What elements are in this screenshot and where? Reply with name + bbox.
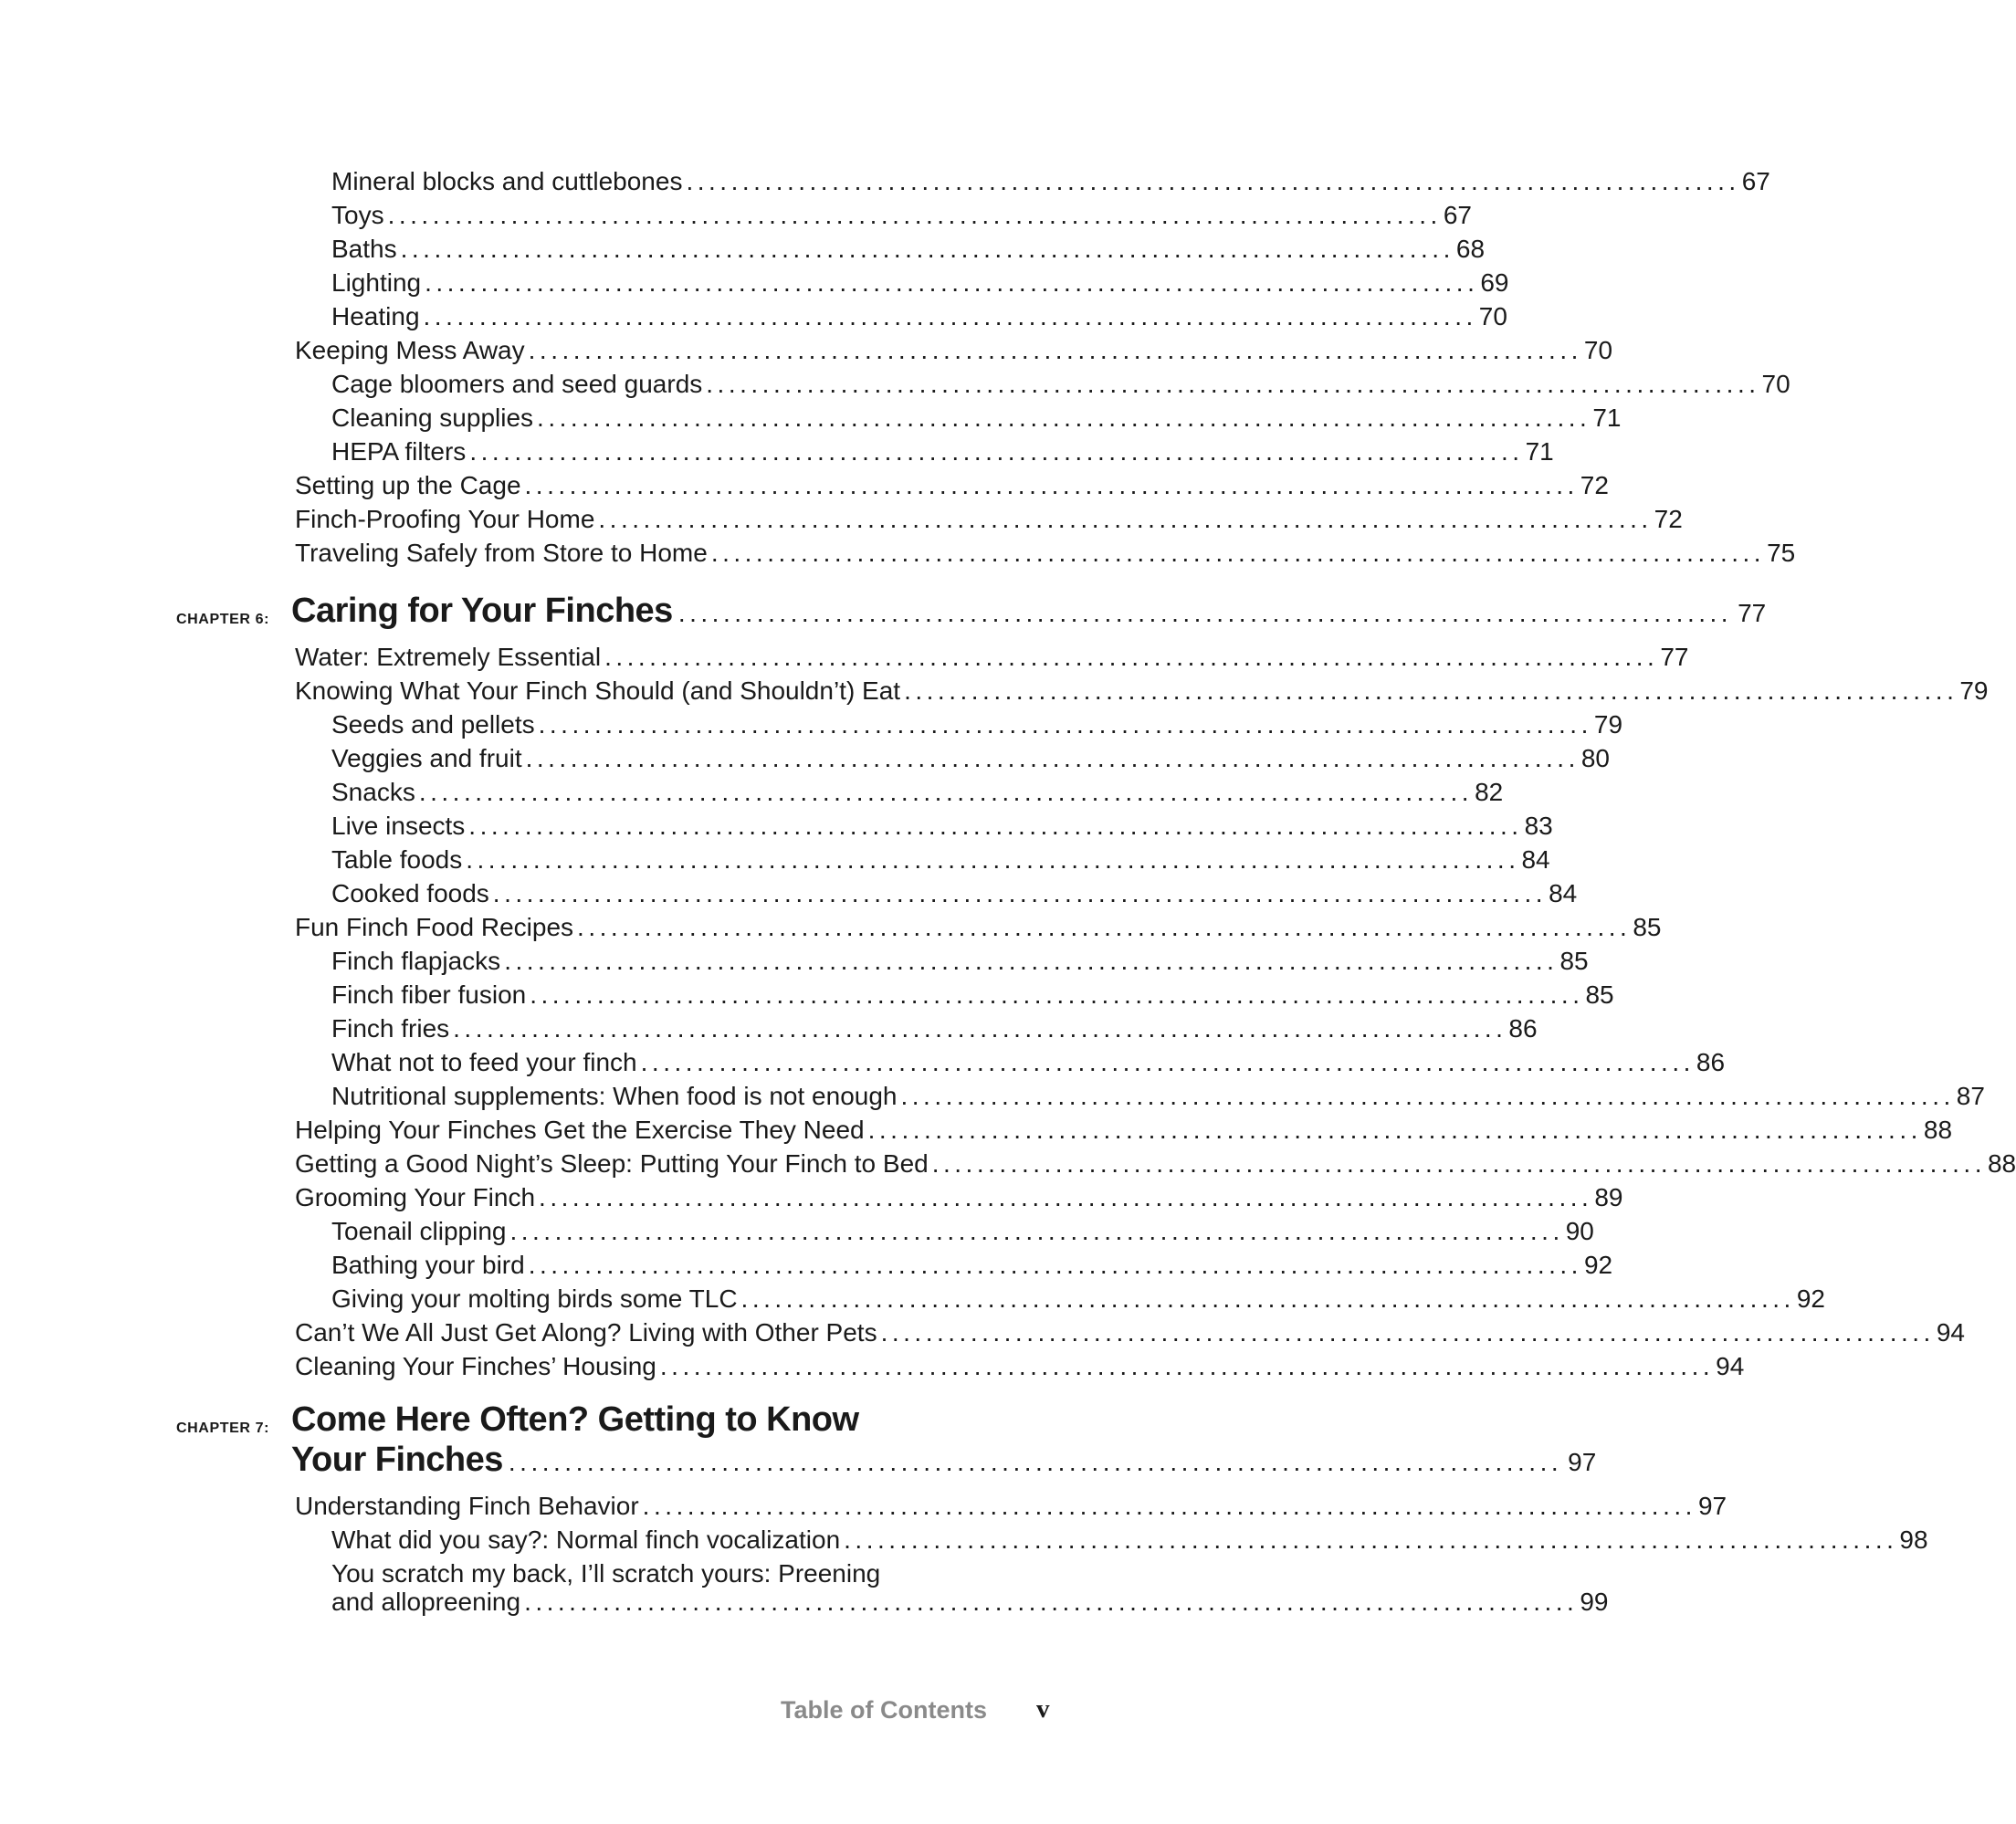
dot-leader: .............................................................................................. xyxy=(504,947,1559,975)
chapter-title-line2: Your Finches xyxy=(291,1441,503,1479)
toc-entry xyxy=(331,1012,1538,1045)
toc-entry xyxy=(295,1148,2016,1180)
dot-leader: .............................................................................................. xyxy=(577,913,1632,941)
dot-leader: .............................................................................................. xyxy=(710,539,1766,567)
toc-entry-title: Cleaning supplies xyxy=(331,404,534,432)
toc-entry-page: 85 xyxy=(1633,913,1662,941)
toc-entry-title: Baths xyxy=(331,235,397,263)
toc-entry xyxy=(331,1046,1726,1079)
dot-leader: .............................................................................................. xyxy=(640,1048,1695,1076)
chapter-label: CHAPTER 6: xyxy=(176,612,270,627)
toc-entry-page: 70 xyxy=(1478,302,1507,330)
toc-entry-page: 69 xyxy=(1480,268,1509,297)
toc-entry-page: 71 xyxy=(1525,437,1554,466)
toc-entry-page: 94 xyxy=(1716,1352,1745,1380)
toc-entry-title: What did you say?: Normal finch vocalization xyxy=(331,1525,841,1554)
toc-entry xyxy=(295,1114,1953,1147)
toc-entry-page: 67 xyxy=(1443,201,1472,229)
toc-entry xyxy=(295,469,1609,502)
toc-entry-title: Live insects xyxy=(331,812,466,840)
dot-leader: .............................................................................................. xyxy=(453,1014,1507,1043)
toc-entry xyxy=(331,233,1486,266)
toc-entry xyxy=(331,708,1623,741)
toc-entry-title: Finch fries xyxy=(331,1014,450,1043)
dot-leader: .............................................................................................. xyxy=(931,1149,1986,1178)
toc-entry-title: Cage bloomers and seed guards xyxy=(331,370,703,398)
dot-leader: .............................................................................................. xyxy=(686,167,1740,195)
dot-leader: .............................................................................................. xyxy=(539,1183,1593,1211)
toc-entry xyxy=(331,742,1611,775)
toc-entry-title: Toys xyxy=(331,201,384,229)
toc-entry-title: Fun Finch Food Recipes xyxy=(295,913,574,941)
dot-leader: .............................................................................................. xyxy=(525,744,1580,772)
toc-entry-page: 87 xyxy=(1956,1082,1985,1110)
toc-entry-page: 92 xyxy=(1583,1251,1613,1279)
toc-entry xyxy=(295,503,1683,536)
toc-entry xyxy=(295,641,1689,674)
toc-entry-title: Mineral blocks and cuttlebones xyxy=(331,167,683,195)
toc-entry xyxy=(295,911,1662,944)
toc-entry-page: 88 xyxy=(1987,1149,2016,1178)
toc-entry-page: 89 xyxy=(1594,1183,1623,1211)
dot-leader: .............................................................................................. xyxy=(509,1217,1564,1245)
toc-entry xyxy=(331,199,1472,232)
page-number: v xyxy=(1036,1694,1050,1724)
toc-entry-title: Water: Extremely Essential xyxy=(295,643,602,671)
toc-entry-title: Giving your molting birds some TLC xyxy=(331,1284,738,1313)
dot-leader: .............................................................................................. xyxy=(537,404,1591,432)
toc-entry-title: Grooming Your Finch xyxy=(295,1183,536,1211)
dot-leader: .............................................................................................. xyxy=(706,370,1760,398)
toc-entry-page: 80 xyxy=(1580,744,1611,772)
toc-entry xyxy=(295,537,1796,570)
toc-entry xyxy=(295,1316,1965,1349)
dot-leader: .............................................................................................. xyxy=(508,1448,1563,1476)
dot-leader: .............................................................................................. xyxy=(900,1082,1955,1110)
toc-entry-page: 67 xyxy=(1741,167,1770,195)
chapter-page: 77 xyxy=(1738,599,1767,627)
dot-leader: .............................................................................................. xyxy=(468,812,1523,840)
toc-entry-page: 82 xyxy=(1475,778,1504,806)
toc-entry-page: 98 xyxy=(1899,1525,1928,1554)
toc-entry-page: 70 xyxy=(1761,370,1790,398)
toc-entry-page: 86 xyxy=(1508,1014,1538,1043)
dot-leader: .............................................................................................. xyxy=(418,778,1474,806)
toc-entry xyxy=(295,675,1989,708)
toc-entry xyxy=(295,1350,1745,1383)
dot-leader: .............................................................................................. xyxy=(524,1588,1579,1616)
toc-entry-title: Traveling Safely from Store to Home xyxy=(295,539,708,567)
toc-entry xyxy=(295,1490,1727,1523)
toc-entry xyxy=(331,1283,1825,1316)
dot-leader: .............................................................................................. xyxy=(466,845,1520,874)
toc-entry xyxy=(331,300,1507,333)
toc-entry-title: Finch-Proofing Your Home xyxy=(295,505,595,533)
toc-entry-page: 70 xyxy=(1583,336,1613,364)
dot-leader: .............................................................................................. xyxy=(469,437,1524,466)
toc-entry-page: 99 xyxy=(1580,1588,1609,1616)
toc-entry-title: HEPA filters xyxy=(331,437,467,466)
toc-entry xyxy=(331,776,1504,809)
toc-entry-page: 72 xyxy=(1580,471,1609,499)
dot-leader: .............................................................................................. xyxy=(492,879,1548,907)
chapter-title-line1: Come Here Often? Getting to Know xyxy=(291,1400,859,1439)
dot-leader: .............................................................................................. xyxy=(598,505,1653,533)
toc-entry-page: 92 xyxy=(1796,1284,1825,1313)
toc-entry-title: Heating xyxy=(331,302,420,330)
toc-entry-title: Nutritional supplements: When food is not enough xyxy=(331,1082,898,1110)
toc-entry-title: Helping Your Finches Get the Exercise They Need xyxy=(295,1116,865,1144)
dot-leader: .............................................................................................. xyxy=(844,1525,1898,1554)
toc-entry xyxy=(331,267,1509,299)
toc-entry xyxy=(295,334,1613,367)
dot-leader: .............................................................................................. xyxy=(400,235,1454,263)
toc-entry-title: Bathing your bird xyxy=(331,1251,525,1279)
dot-leader: .............................................................................................. xyxy=(387,201,1442,229)
toc-entry-title-line1: You scratch my back, I’ll scratch yours: Preening xyxy=(331,1559,881,1588)
dot-leader: .............................................................................................. xyxy=(604,643,1659,671)
toc-entry xyxy=(331,877,1578,910)
dot-leader: .............................................................................................. xyxy=(867,1116,1922,1144)
toc-entry-page: 77 xyxy=(1660,643,1689,671)
toc-entry-page: 84 xyxy=(1549,879,1578,907)
toc-entry-title: Toenail clipping xyxy=(331,1217,507,1245)
dot-leader: .............................................................................................. xyxy=(642,1492,1696,1520)
dot-leader: .............................................................................................. xyxy=(528,336,1582,364)
toc-entry-title: Getting a Good Night’s Sleep: Putting Your Finch to Bed xyxy=(295,1149,929,1178)
toc-entry xyxy=(295,1181,1623,1214)
toc-entry-title: Keeping Mess Away xyxy=(295,336,525,364)
toc-entry xyxy=(331,810,1553,843)
toc-entry-page: 68 xyxy=(1455,235,1486,263)
toc-entry-title: Setting up the Cage xyxy=(295,471,521,499)
toc-entry-title: Cooked foods xyxy=(331,879,489,907)
dot-leader: .............................................................................................. xyxy=(880,1318,1935,1347)
chapter-heading xyxy=(291,592,1767,631)
toc-entry-page: 83 xyxy=(1524,812,1553,840)
chapter-page: 97 xyxy=(1568,1448,1597,1476)
toc-entry-page: 79 xyxy=(1959,676,1989,705)
chapter-heading xyxy=(291,1441,1597,1480)
dot-leader: .............................................................................................. xyxy=(423,302,1477,330)
toc-entry-page: 85 xyxy=(1585,980,1614,1009)
toc-entry xyxy=(331,979,1614,1012)
toc-entry-title-line2: and allopreening xyxy=(331,1588,521,1616)
toc-entry xyxy=(331,165,1770,198)
toc-entry-title: Finch flapjacks xyxy=(331,947,501,975)
toc-entry-page: 75 xyxy=(1767,539,1796,567)
toc-entry-title: Knowing What Your Finch Should (and Shouldn’t) Eat xyxy=(295,676,901,705)
toc-entry xyxy=(331,945,1589,978)
toc-entry xyxy=(331,1215,1594,1248)
dot-leader: .............................................................................................. xyxy=(659,1352,1715,1380)
toc-entry-page: 90 xyxy=(1565,1217,1594,1245)
toc-entry xyxy=(331,1586,1609,1619)
toc-entry xyxy=(331,844,1550,876)
chapter-title: Caring for Your Finches xyxy=(291,592,673,630)
dot-leader: .............................................................................................. xyxy=(904,676,1958,705)
toc-entry-page: 88 xyxy=(1923,1116,1953,1144)
dot-leader: .............................................................................................. xyxy=(740,1284,1795,1313)
toc-entry-title: Lighting xyxy=(331,268,422,297)
dot-leader: .............................................................................................. xyxy=(538,710,1592,739)
toc-entry-page: 84 xyxy=(1521,845,1550,874)
toc-entry-title: What not to feed your finch xyxy=(331,1048,637,1076)
toc-entry-title: Finch fiber fusion xyxy=(331,980,527,1009)
toc-entry-page: 85 xyxy=(1559,947,1589,975)
toc-entry xyxy=(331,1524,1928,1557)
toc-entry-page: 72 xyxy=(1654,505,1683,533)
toc-entry-title: Can’t We All Just Get Along? Living with Other Pets xyxy=(295,1318,877,1347)
dot-leader: .............................................................................................. xyxy=(528,1251,1582,1279)
toc-entry-title: Understanding Finch Behavior xyxy=(295,1492,639,1520)
toc-entry-page: 71 xyxy=(1592,404,1622,432)
running-footer-title: Table of Contents xyxy=(781,1696,987,1724)
toc-entry-title: Seeds and pellets xyxy=(331,710,535,739)
dot-leader: .............................................................................................. xyxy=(530,980,1584,1009)
toc-entry-page: 97 xyxy=(1697,1492,1727,1520)
toc-entry-page: 79 xyxy=(1593,710,1623,739)
toc-entry xyxy=(331,1080,1985,1113)
chapter-label: CHAPTER 7: xyxy=(176,1420,270,1436)
dot-leader: .............................................................................................. xyxy=(425,268,1479,297)
toc-entry-title: Snacks xyxy=(331,778,415,806)
toc-entry-title: Veggies and fruit xyxy=(331,744,522,772)
toc-entry xyxy=(331,1249,1613,1282)
toc-entry xyxy=(331,402,1622,435)
toc-entry xyxy=(331,368,1790,401)
toc-entry xyxy=(331,435,1554,468)
toc-entry-title: Table foods xyxy=(331,845,463,874)
toc-entry-page: 86 xyxy=(1696,1048,1726,1076)
dot-leader: .............................................................................................. xyxy=(524,471,1579,499)
toc-entry-page: 94 xyxy=(1936,1318,1965,1347)
toc-entry-title: Cleaning Your Finches’ Housing xyxy=(295,1352,656,1380)
dot-leader: .............................................................................................. xyxy=(677,599,1733,627)
